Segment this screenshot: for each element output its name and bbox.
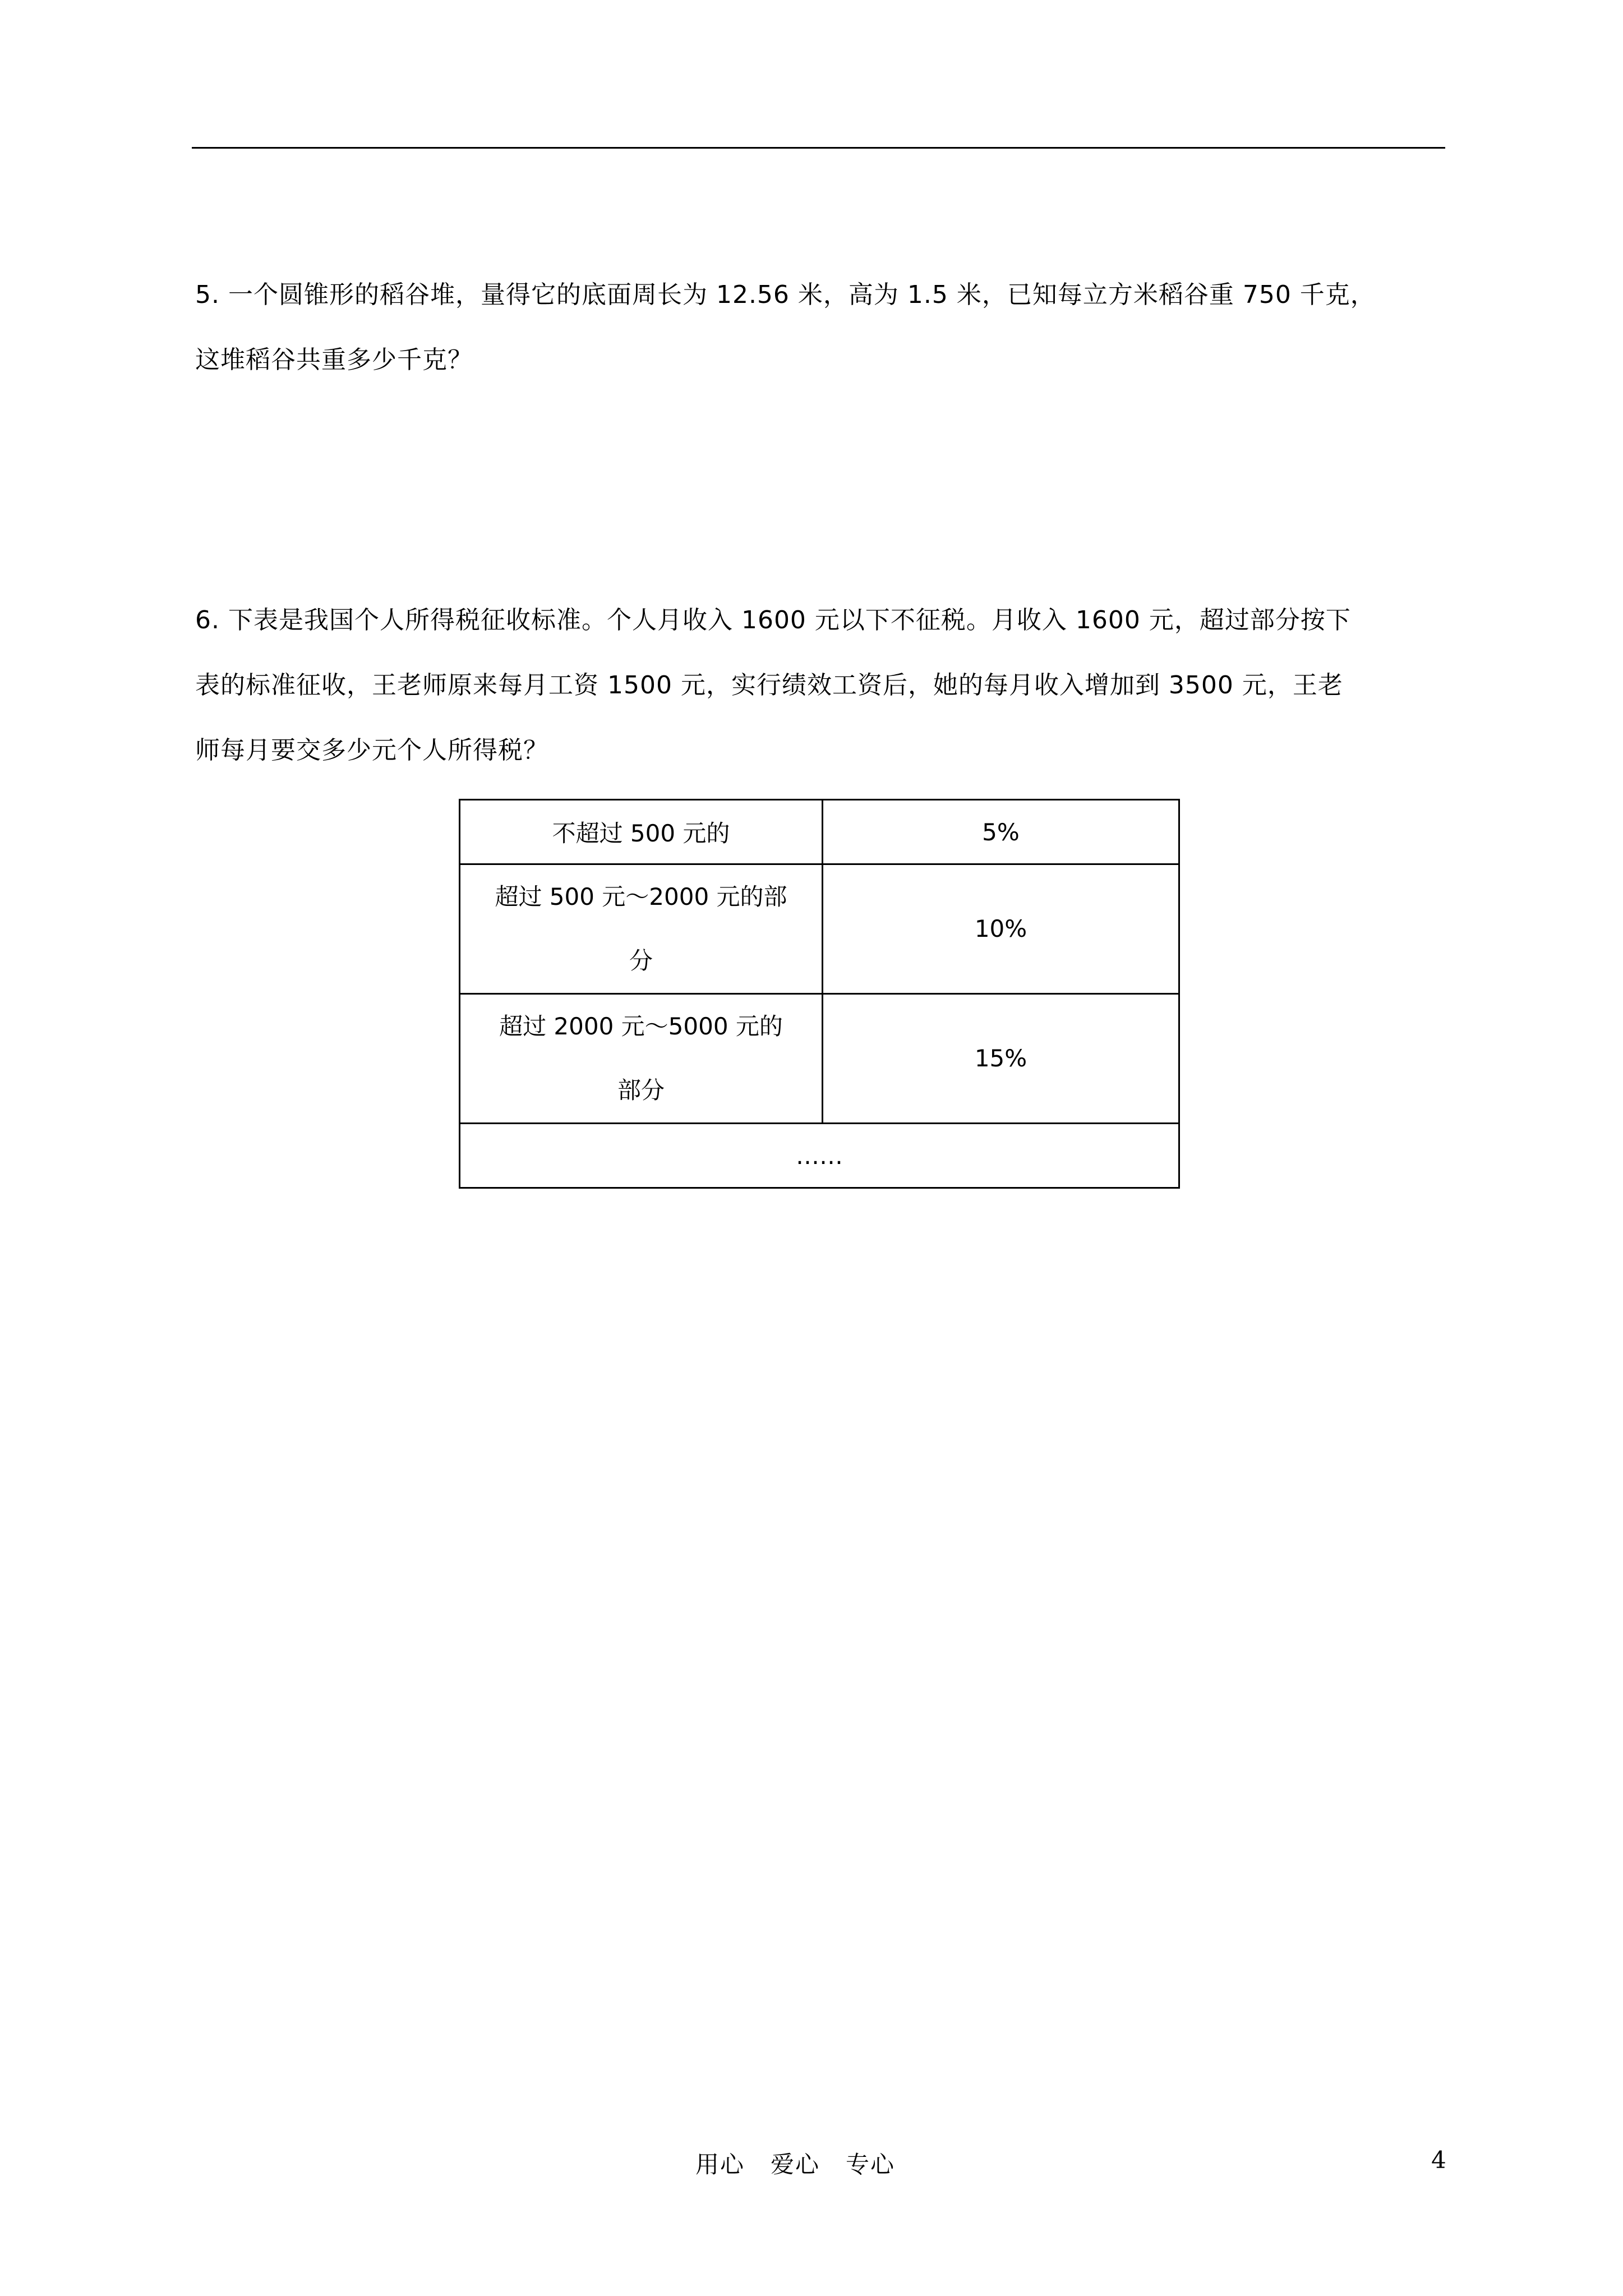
question-5-line: 5. 一个圆锥形的稻谷堆，量得它的底面周长为 12.56 米，高为 1.5 米，已知每立方米稻谷重 750 千克， [195,280,1376,309]
page-number: 4 [1431,2146,1446,2174]
question-6-line: 师每月要交多少元个人所得税？ [195,736,548,765]
question-5-line: 这堆稻谷共重多少千克？ [195,346,473,374]
income-range-text: 部分 [617,1076,665,1104]
income-range-text: 分 [629,947,653,974]
table-row [460,994,1179,1124]
question-6-line: 表的标准征收，王老师原来每月工资 1500 元，实行绩效工资后，她的每月收入增加到 3500 元，王老 [195,671,1343,700]
income-range-cell [460,994,823,1124]
income-range-text: 不超过 500 元的 [552,820,730,847]
income-range-text: 超过 500 元～2000 元的部 [495,883,787,910]
footer-word: 用心 [695,2151,745,2178]
table-row [460,864,1179,994]
question-6-line: 6. 下表是我国个人所得税征收标准。个人月收入 1600 元以下不征税。月收入 1600 元，超过部分按下 [195,606,1351,634]
footer-word: 爱心 [771,2151,820,2178]
income-range-cell [460,864,823,994]
tax-rate-cell: 15% [823,994,1179,1124]
tax-rate-cell: 10% [823,864,1179,994]
footer-motto [695,2146,921,2180]
income-range-text: 超过 2000 元～5000 元的 [499,1013,783,1040]
tax-rate-cell: 5% [823,800,1179,864]
tax-rate-table [459,799,1180,1189]
header-rule [192,147,1445,149]
question-5 [195,263,1447,393]
question-6 [195,588,1447,783]
ellipsis-cell: …… [460,1124,1179,1188]
footer-word: 专心 [846,2151,896,2178]
table-row [460,1124,1179,1188]
table-row [460,800,1179,864]
income-range-cell [460,800,823,864]
